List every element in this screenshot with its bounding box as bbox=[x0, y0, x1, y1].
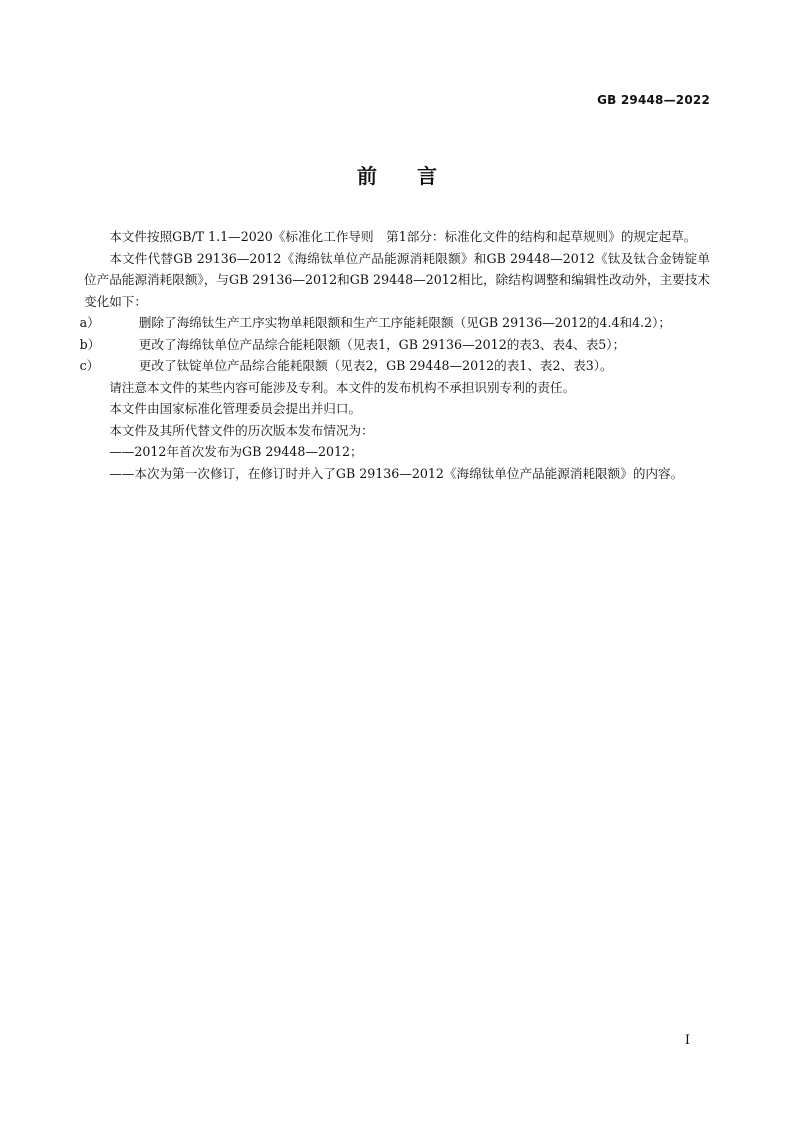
list-item bbox=[79, 355, 710, 377]
paragraph-history-intro: 本文件及其所代替文件的历次版本发布情况为： bbox=[109, 422, 374, 438]
list-item-text: 更改了海绵钛单位产品综合能耗限额（见表1，GB 29136—2012的表3、表4、表5）； bbox=[138, 336, 626, 352]
history-item: ——2012年首次发布为GB 29448—2012； bbox=[109, 444, 363, 459]
list-marker: a） bbox=[79, 315, 100, 330]
list-item-text: 删除了海绵钛生产工序实物单耗限额和生产工序能耗限额（见GB 29136—2012的4.4和4.2）； bbox=[138, 315, 671, 330]
history-item: ——本次为第一次修订，在修订时并入了GB 29136—2012《海绵钛单位产品能源消耗限额》的内容。 bbox=[109, 465, 684, 481]
paragraph-patent-notice: 请注意本文件的某些内容可能涉及专利。本文件的发布机构不承担识别专利的责任。 bbox=[109, 379, 576, 395]
foreword-body bbox=[79, 226, 710, 484]
list-item-text: 更改了钛锭单位产品综合能耗限额（见表2，GB 29448—2012的表1、表2、表3）。 bbox=[138, 358, 613, 373]
standard-code: GB 29448—2022 bbox=[597, 93, 710, 107]
paragraph-replacement: 本文件代替GB 29136—2012《海绵钛单位产品能源消耗限额》和GB 29448—2012《钛及钛合金铸锭单位产品能源消耗限额》，与GB 29136—2012和GB 29448—2012相比，除结构调整和编辑性改动外，主要技术变化如下： bbox=[84, 250, 710, 309]
paragraph-drafting-rule: 本文件按照GB/T 1.1—2020《标准化工作导则 第1部分：标准化文件的结构和起草规则》的规定起草。 bbox=[109, 229, 697, 244]
list-item bbox=[79, 334, 710, 356]
list-item bbox=[79, 312, 710, 334]
paragraph-proposer: 本文件由国家标准化管理委员会提出并归口。 bbox=[109, 401, 362, 416]
page-title: 前言 bbox=[357, 164, 477, 188]
page-number: I bbox=[684, 1033, 690, 1048]
list-marker: b） bbox=[79, 336, 101, 352]
list-marker: c） bbox=[79, 358, 100, 373]
